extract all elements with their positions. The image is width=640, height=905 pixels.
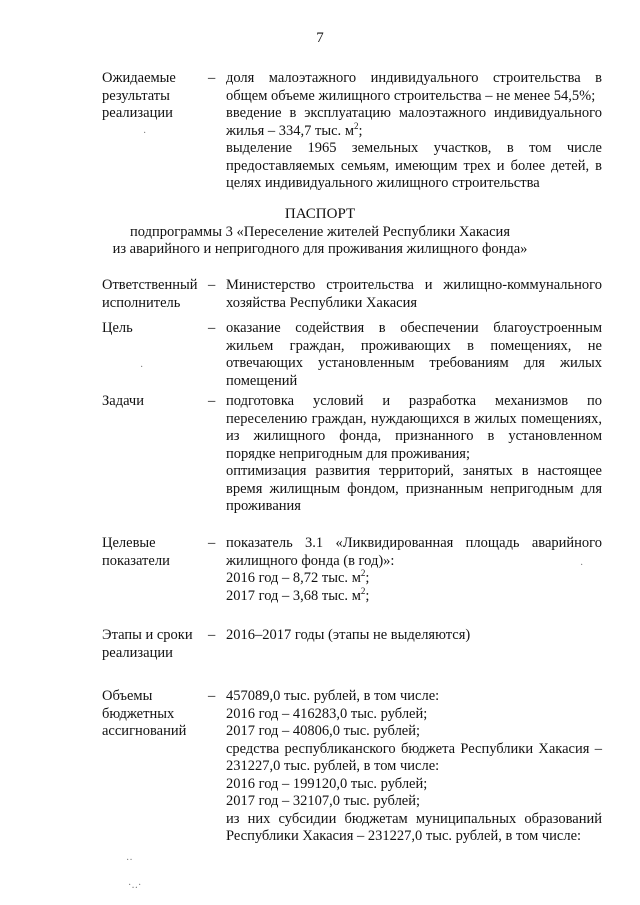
- passport-subtitle-line2: из аварийного и непригодного для проживания жилищного фонда»: [112, 241, 528, 257]
- goal-content: оказание содействия в обеспечении благоустроенным жильем граждан, проживающих в помещениях, не отвечающих установленным требованиям для жилых помещений: [226, 320, 602, 389]
- scan-speck: ·‥·: [128, 880, 142, 891]
- scan-speck: ·: [580, 560, 584, 571]
- expected-results-content: доля малоэтажного индивидуального строительства в общем объеме жилищного строительства – не менее 54,5%; введение в эксплуатацию малоэтажного индивидуального жилья – 334,7 тыс. $м^2$; выделение 1965 земельных участков, в том числе предоставляемых семьям, имеющим трех и более детей, в целях индивидуального жилищного строительства: [226, 70, 602, 191]
- target-indicators-content: показатель 3.1 «Ликвидированная площадь аварийного жилищного фонда (в год)»: 2016 год – 8,72 тыс. $м^2$; 2017 год – 3,68 тыс. $м^2$;: [226, 535, 602, 604]
- dash: –: [208, 70, 216, 86]
- budget-allocations-content: 457089,0 тыс. рублей, в том числе: 2016 год – 416283,0 тыс. рублей; 2017 год – 40806,0 тыс. рублей; средства республиканского бюджета Республики Хакасия – 231227,0 тыс. рублей, в том числе: 2016 год – 199120,0 тыс. рублей; 2017 год – 32107,0 тыс. рублей; из них субсидии бюджетам муниципальных образований Республики Хакасия – 231227,0 тыс. рублей, в том числе:: [226, 688, 602, 844]
- goal-label: Цель: [102, 320, 133, 336]
- scan-speck: ·: [140, 362, 144, 373]
- tasks-label: Задачи: [102, 393, 144, 409]
- stages-timing-label: Этапы и сроки реализации: [102, 627, 193, 661]
- stages-timing-content: 2016–2017 годы (этапы не выделяются): [226, 627, 471, 643]
- dash: –: [208, 688, 216, 704]
- tasks-content: подготовка условий и разработка механизмов по переселению граждан, нуждающихся в жилых помещениях, из жилищного фонда, признанного в установленном порядке непригодным для проживания; оптимизация развития территорий, занятых в настоящее время жилищным фондом, признанным непригодным для проживания: [226, 393, 602, 514]
- dash: –: [208, 393, 216, 409]
- responsible-executor-label: Ответственный исполнитель: [102, 277, 198, 311]
- passport-title: ПАСПОРТ: [284, 206, 356, 222]
- dash: –: [208, 535, 216, 551]
- page-number: 7: [316, 30, 324, 46]
- sq-m-item: введение в эксплуатацию малоэтажного индивидуального жилья – 334,7 тыс. $м^2$;: [226, 105, 602, 139]
- expected-results-label: Ожидаемые результаты реализации: [102, 70, 176, 121]
- dash: –: [208, 277, 216, 293]
- scan-speck: ··: [126, 855, 133, 866]
- scan-speck: ·: [143, 128, 147, 139]
- passport-heading: [0, 206, 640, 259]
- responsible-executor-content: Министерство строительства и жилищно-коммунального хозяйства Республики Хакасия: [226, 277, 602, 311]
- target-indicators-label: Целевые показатели: [102, 535, 170, 569]
- passport-subtitle-line1: подпрограммы 3 «Переселение жителей Республики Хакасия: [130, 223, 510, 240]
- budget-allocations-label: Объемы бюджетных ассигнований: [102, 688, 187, 739]
- dash: –: [208, 627, 216, 643]
- dash: –: [208, 320, 216, 336]
